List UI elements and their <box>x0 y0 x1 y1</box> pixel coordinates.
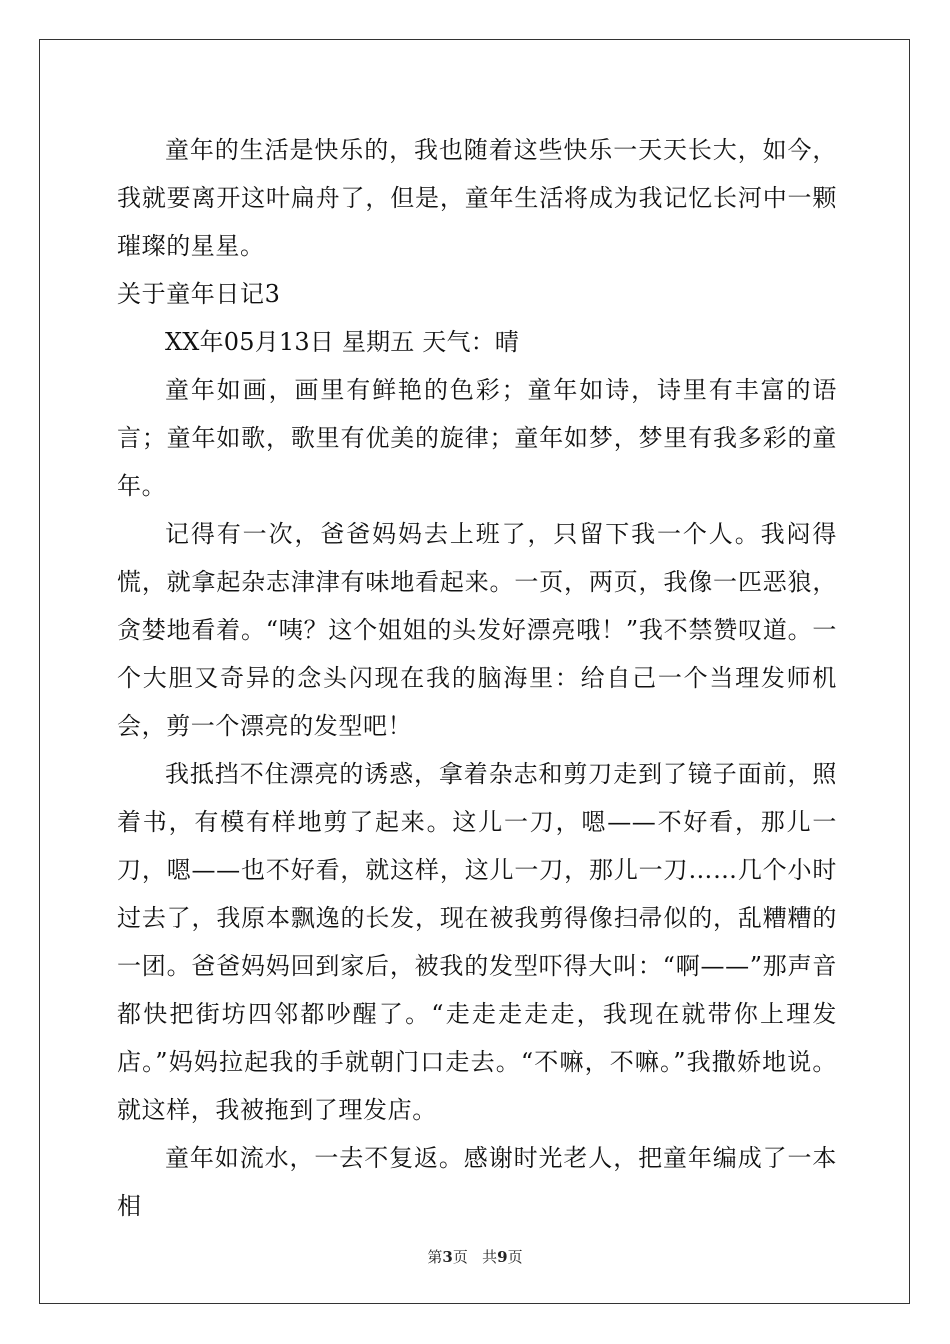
footer-suffix: 页 <box>507 1248 523 1266</box>
footer-middle: 页 共 <box>452 1248 498 1266</box>
paragraph-5: 童年如流水，一去不复返。感谢时光老人，把童年编成了一本相 <box>117 1144 837 1220</box>
paragraph-3: 记得有一次，爸爸妈妈去上班了，只留下我一个人。我闷得慌，就拿起杂志津津有味地看起来。一页，两页，我像一匹恶狼，贪婪地看着。“咦？这个姐姐的头发好漂亮哦！”我不禁赞叹道。一个大胆又奇异的念头闪现在我的脑海里：给自己一个当理发师机会，剪一个漂亮的发型吧！ <box>117 520 837 740</box>
paragraph-2: 童年如画，画里有鲜艳的色彩；童年如诗，诗里有丰富的语言；童年如歌，歌里有优美的旋律；童年如梦，梦里有我多彩的童年。 <box>117 376 837 500</box>
total-page-number: 9 <box>497 1248 508 1266</box>
paragraph-1: 童年的生活是快乐的，我也随着这些快乐一天天长大，如今，我就要离开这叶扁舟了，但是，童年生活将成为我记忆长河中一颗璀璨的星星。 <box>117 136 837 260</box>
section-heading: 关于童年日记3 <box>117 280 281 308</box>
current-page-number: 3 <box>442 1248 453 1266</box>
page-footer <box>0 1246 950 1267</box>
paragraph-4: 我抵挡不住漂亮的诱惑，拿着杂志和剪刀走到了镜子面前，照着书，有模有样地剪了起来。这儿一刀，嗯——不好看，那儿一刀，嗯——也不好看，就这样，这儿一刀，那儿一刀……几个小时过去了，我原本飘逸的长发，现在被我剪得像扫帚似的，乱糟糟的一团。爸爸妈妈回到家后，被我的发型吓得大叫：“啊——”那声音都快把街坊四邻都吵醒了。“走走走走走，我现在就带你上理发店。”妈妈拉起我的手就朝门口走去。“不嘛，不嘛。”我撒娇地说。就这样，我被拖到了理发店。 <box>117 760 837 1124</box>
document-body <box>117 126 837 1230</box>
diary-date-line: XX年05月13日 星期五 天气：晴 <box>165 328 520 356</box>
footer-prefix: 第 <box>427 1248 443 1266</box>
